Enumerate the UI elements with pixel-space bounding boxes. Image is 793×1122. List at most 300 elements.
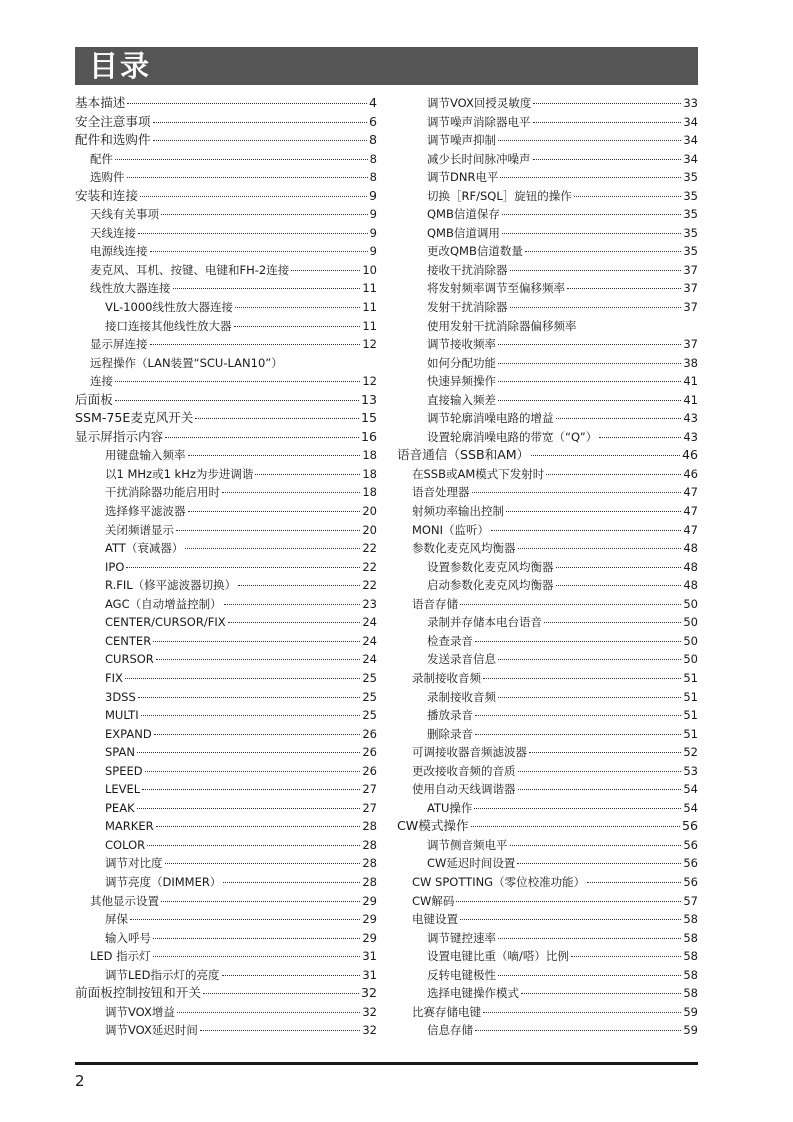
toc-entry[interactable] [75,1003,377,1022]
toc-entry-title: 电源线连接 [90,244,148,259]
dot-leader [475,1030,681,1031]
toc-entry[interactable] [75,409,377,428]
toc-entry[interactable] [397,910,698,929]
toc-entry-page: 43 [683,411,698,426]
dot-leader [491,530,681,531]
toc-entry[interactable] [397,743,698,762]
toc-entry-page: 54 [683,800,698,815]
toc-entry-title: 在SSB或AM模式下发射时 [412,466,545,481]
toc-entry[interactable] [75,929,377,948]
toc-entry[interactable] [397,836,698,855]
toc-entry-page: 33 [683,96,698,110]
dot-leader [502,214,681,215]
dot-leader [460,604,681,605]
toc-entry-title: 如何分配功能 [427,355,496,370]
toc-entry-title: 播放录音 [427,708,473,723]
toc-entry-title: EXPAND [105,726,152,741]
toc-entry[interactable] [397,465,698,484]
dot-leader [498,400,681,401]
toc-entry-title: 设置参数化麦克风均衡器 [427,559,554,574]
toc-entry-page: 18 [362,466,377,481]
toc-entry[interactable] [397,817,698,836]
dot-leader [141,715,361,716]
toc-entry-title: 语音通信（SSB和AM） [397,447,530,463]
toc-entry[interactable] [397,688,698,707]
toc-entry-title: 设置轮廓消噪电路的带宽（“Q”） [427,429,598,444]
toc-entry[interactable] [75,669,377,688]
toc-entry[interactable] [75,576,377,595]
dot-leader [173,288,361,289]
dot-leader [156,826,361,827]
toc-entry-page: 24 [362,652,377,667]
dot-leader [153,938,360,939]
toc-entry[interactable] [397,150,698,169]
toc-entry[interactable] [75,94,377,113]
dot-leader [587,882,681,883]
toc-entry[interactable] [397,502,698,521]
toc-entry[interactable] [75,762,377,781]
toc-entry[interactable] [75,1021,377,1040]
toc-entry-page: 51 [683,708,698,723]
toc-entry[interactable] [397,632,698,651]
toc-entry[interactable] [75,224,377,243]
toc-entry[interactable] [75,298,377,317]
toc-entry-page: 22 [362,559,377,574]
toc-entry[interactable] [397,428,698,447]
toc-entry-title: 切换［RF/SQL］旋钮的操作 [427,188,572,203]
toc-entry[interactable] [75,168,377,187]
toc-entry[interactable] [75,632,377,651]
toc-entry-title: 后面板 [75,391,113,407]
toc-entry[interactable] [397,94,698,113]
toc-entry-page: 28 [362,874,377,889]
toc-entry[interactable] [397,1003,698,1022]
dot-leader [475,641,681,642]
toc-entry-title: 调节VOX延迟时间 [105,1023,198,1038]
toc-entry-title: LED 指示灯 [90,949,151,964]
dot-leader [255,474,360,475]
toc-entry-title: AGC（自动增益控制） [105,596,222,611]
toc-entry[interactable] [397,224,698,243]
toc-entry-page: 35 [683,170,698,185]
dot-leader [498,938,681,939]
dot-leader [115,159,368,160]
toc-entry[interactable] [75,150,377,169]
dot-leader [176,530,360,531]
toc-entry[interactable] [75,743,377,762]
dot-leader [137,808,361,809]
toc-entry[interactable] [75,205,377,224]
toc-entry[interactable] [75,706,377,725]
toc-entry[interactable] [397,1021,698,1040]
toc-entry[interactable] [397,929,698,948]
toc-entry-title: CENTER/CURSOR/FIX [105,615,226,630]
dot-leader [145,771,361,772]
toc-entry[interactable] [397,539,698,558]
dot-leader [518,789,682,790]
toc-entry-title: CENTER [105,633,152,648]
toc-entry-title: 录制并存储本电台语音 [427,615,542,630]
toc-entry[interactable] [397,947,698,966]
toc-entry-page: 11 [362,281,377,296]
toc-entry-page: 50 [683,633,698,648]
toc-entry-page: 29 [362,912,377,927]
toc-entry[interactable] [75,317,377,336]
dot-leader [483,678,681,679]
toc-entry-page: 9 [369,244,377,259]
dot-leader [153,641,360,642]
toc-entry-title: 电键设置 [412,912,458,927]
toc-entry-title: ATU操作 [427,800,473,815]
dot-leader [498,344,681,345]
toc-entry[interactable] [75,799,377,818]
dot-leader [544,622,681,623]
toc-entry-title: 选择修平滤波器 [105,504,186,519]
toc-entry-page: 32 [362,1023,377,1038]
dot-leader [200,1030,361,1031]
toc-entry-page: 57 [683,893,698,908]
toc-entry-title: 线性放大器连接 [90,281,171,296]
toc-entry-title: 更改QMB信道数量 [427,244,523,259]
dot-leader [475,734,681,735]
toc-entry-page: 58 [683,967,698,982]
toc-entry-title: 显示屏连接 [90,337,148,352]
dot-leader [115,400,359,401]
toc-entry-page: 20 [362,522,377,537]
toc-entry-title: 检查录音 [427,633,473,648]
toc-entry-title: 安全注意事项 [75,113,151,129]
toc-entry[interactable] [397,613,698,632]
toc-entry[interactable] [75,984,377,1003]
toc-entry-title: 调节键控速率 [427,930,496,945]
toc-entry[interactable] [397,131,698,150]
toc-entry[interactable] [75,873,377,892]
toc-entry-page: 13 [360,391,377,407]
toc-entry-title: 显示屏指示内容 [75,428,164,444]
toc-entry[interactable] [75,242,377,261]
dot-leader [153,140,367,141]
toc-entry-page: 47 [683,485,698,500]
toc-entry-page: 41 [683,374,698,389]
dot-leader [471,826,680,827]
toc-entry[interactable] [397,279,698,298]
toc-entry[interactable] [75,910,377,929]
toc-entry-title: 使用发射干扰消除器偏移频率 [427,318,577,333]
toc-entry-title: 调节噪声消除器电平 [427,114,531,129]
toc-entry-title: 减少长时间脉冲噪声 [427,151,531,166]
dot-leader [510,845,682,846]
toc-entry[interactable] [397,595,698,614]
dot-leader [456,901,681,902]
toc-entry-title: CW SPOTTING（零位校准功能） [412,874,586,889]
toc-entry-page: 56 [681,818,698,834]
dot-leader [127,103,367,104]
toc-entry-page: 8 [369,170,377,185]
toc-entry-title: IPO [105,559,125,574]
toc-entry-page: 59 [683,1023,698,1038]
toc-entry-page: 58 [683,912,698,927]
toc-entry-title: 调节亮度（DIMMER） [105,874,222,889]
dot-leader [150,344,361,345]
toc-entry[interactable] [75,780,377,799]
toc-entry-page: 52 [683,745,698,760]
toc-entry[interactable] [397,799,698,818]
toc-entry-page: 43 [683,429,698,444]
toc-entry-page: 46 [683,466,698,481]
toc-entry[interactable] [75,131,377,150]
dot-leader [518,771,682,772]
toc-entry[interactable] [397,354,698,373]
toc-entry[interactable] [75,650,377,669]
dot-leader [533,122,682,123]
toc-entry[interactable] [397,113,698,132]
toc-entry[interactable] [397,409,698,428]
toc-entry[interactable] [75,836,377,855]
toc-entry[interactable] [75,558,377,577]
toc-entry[interactable] [397,242,698,261]
toc-entry-page: 35 [683,225,698,240]
toc-entry-page: 31 [362,949,377,964]
toc-entry-title: 远程操作（LAN装置“SCU-LAN10”） [90,355,283,370]
toc-entry-title: 用键盘输入频率 [105,448,186,463]
toc-entry-title: 调节LED指示灯的亮度 [105,967,220,982]
toc-column-left [75,94,377,1040]
toc-entry-page: 34 [683,151,698,166]
dot-leader [533,103,681,104]
toc-entry[interactable] [397,521,698,540]
toc-entry[interactable] [75,279,377,298]
dot-leader [165,863,361,864]
toc-entry-title: 删除录音 [427,726,473,741]
toc-entry-page: 56 [683,856,698,871]
toc-entry-page: 47 [683,522,698,537]
toc-entry[interactable] [75,261,377,280]
toc-entry-title: 3DSS [105,689,136,704]
dot-leader [498,697,681,698]
toc-entry[interactable] [397,391,698,410]
toc-entry[interactable] [75,113,377,132]
toc-entry-page: 9 [369,225,377,240]
dot-leader [127,177,368,178]
toc-entry[interactable] [397,650,698,669]
toc-entry-title: 设置电键比重（嘀/嗒）比例 [427,949,569,964]
toc-entry[interactable] [397,984,698,1003]
toc-entry-page: 12 [362,337,377,352]
toc-entry[interactable] [397,725,698,744]
toc-entry[interactable] [75,947,377,966]
dot-leader [531,455,680,456]
toc-entry[interactable] [75,465,377,484]
toc-entry[interactable] [397,187,698,206]
dot-leader [556,418,682,419]
dot-leader [460,919,681,920]
toc-entry[interactable] [397,335,698,354]
toc-entry-page: 29 [362,930,377,945]
toc-entry-title: 调节VOX回授灵敏度 [427,96,532,110]
dot-leader [556,567,682,568]
dot-leader [224,604,361,605]
dot-leader [529,752,681,753]
toc-entry-title: CW解码 [412,893,455,908]
dot-leader [126,567,360,568]
toc-entry[interactable] [397,873,698,892]
toc-entry-title: SPAN [105,745,135,760]
toc-entry-page: 32 [360,985,377,1001]
toc-entry[interactable] [75,372,377,391]
toc-entry-title: R.FIL（修平滤波器切换） [105,578,237,593]
toc-entry-page: 22 [362,541,377,556]
dot-leader [138,233,368,234]
toc-entry[interactable] [397,298,698,317]
dot-leader [147,845,360,846]
dot-leader [498,363,681,364]
dot-leader [475,715,681,716]
dot-leader [291,270,360,271]
toc-entry[interactable] [397,780,698,799]
toc-entry[interactable] [75,613,377,632]
toc-entry-title: 调节对比度 [105,856,163,871]
toc-entry-page: 34 [683,133,698,148]
toc-entry[interactable] [75,539,377,558]
toc-entry[interactable] [75,892,377,911]
toc-entry[interactable] [75,502,377,521]
toc-entry[interactable] [397,205,698,224]
dot-leader [521,993,681,994]
toc-entry[interactable] [397,669,698,688]
toc-entry[interactable] [397,372,698,391]
toc-entry-page: 15 [360,410,377,426]
toc-entry-page: 18 [362,485,377,500]
toc-entry[interactable] [75,335,377,354]
toc-entry[interactable] [397,576,698,595]
dot-leader [533,159,682,160]
dot-leader [153,122,367,123]
dot-leader [238,585,360,586]
toc-entry[interactable] [75,391,377,410]
toc-entry-page: 58 [683,986,698,1001]
toc-entry[interactable] [75,817,377,836]
toc-entry-page: 31 [362,967,377,982]
dot-leader [517,863,681,864]
toc-entry-page: 16 [360,428,377,444]
toc-entry-title: 发射干扰消除器 [427,300,508,315]
toc-entry-page: 20 [362,504,377,519]
dot-leader [518,548,682,549]
toc-entry[interactable] [397,966,698,985]
toc-entry-page: 50 [683,596,698,611]
toc-entry[interactable] [75,595,377,614]
toc-entry[interactable] [75,725,377,744]
dot-leader [188,511,361,512]
toc-entry[interactable] [397,892,698,911]
toc-entry-page: 24 [362,633,377,648]
toc-entry-title: VL-1000线性放大器连接 [105,300,233,315]
dot-leader [235,307,360,308]
toc-entry-page: 23 [362,596,377,611]
dot-leader [154,734,361,735]
toc-entry[interactable] [75,354,377,373]
toc-entry[interactable] [75,966,377,985]
toc-entry-title: 调节噪声抑制 [427,133,496,148]
toc-entry[interactable] [397,261,698,280]
toc-entry[interactable] [397,706,698,725]
toc-entry[interactable] [75,483,377,502]
dot-leader [188,455,361,456]
dot-leader [472,492,682,493]
toc-entry-title: 更改接收音频的音质 [412,763,516,778]
toc-entry-title: 麦克风、耳机、按键、电键和FH-2连接 [90,262,290,277]
toc-entry[interactable] [75,428,377,447]
toc-header [75,47,698,85]
toc-entry-page: 9 [369,207,377,222]
dot-leader [556,585,682,586]
dot-leader [502,233,681,234]
toc-entry-page: 4 [368,95,377,110]
toc-entry-title: MONI（监听） [412,522,489,537]
dot-leader [506,511,681,512]
toc-entry-page: 56 [683,837,698,852]
toc-entry-page: 24 [362,615,377,630]
footer-divider [75,1062,698,1065]
toc-entry-page: 27 [362,800,377,815]
dot-leader [222,975,361,976]
toc-entry[interactable] [397,168,698,187]
dot-leader [498,975,681,976]
dot-leader [185,548,360,549]
toc-entry[interactable] [75,854,377,873]
toc-entry[interactable] [75,187,377,206]
toc-entry[interactable] [397,483,698,502]
toc-entry[interactable] [75,446,377,465]
toc-entry-page: 54 [683,782,698,797]
toc-entry-page: 37 [683,337,698,352]
dot-leader [567,288,681,289]
dot-leader [195,418,359,419]
toc-entry-title: 语音处理器 [412,485,470,500]
toc-entry-title: 可调接收器音频滤波器 [412,745,527,760]
toc-entry[interactable] [397,446,698,465]
toc-entry-page: 41 [683,392,698,407]
toc-entry[interactable] [75,521,377,540]
toc-entry[interactable] [75,688,377,707]
toc-entry-title: 干扰消除器功能启用时 [105,485,220,500]
toc-entry-page: 37 [683,262,698,277]
toc-entry[interactable] [397,762,698,781]
toc-entry[interactable] [397,317,698,336]
dot-leader [137,752,360,753]
toc-entry-page: 51 [683,689,698,704]
toc-entry-page: 48 [683,578,698,593]
toc-entry-page: 32 [362,1004,377,1019]
toc-entry-title: QMB信道调用 [427,225,500,240]
toc-entry-title: 屏保 [105,912,128,927]
toc-entry-title: PEAK [105,800,135,815]
toc-entry-page: 8 [368,132,377,148]
dot-leader [161,901,360,902]
toc-entry-title: 连接 [90,374,113,389]
dot-leader [599,437,681,438]
toc-entry-title: 接收干扰消除器 [427,262,508,277]
toc-entry-page: 22 [362,578,377,593]
toc-entry-page: 11 [362,318,377,333]
toc-entry[interactable] [397,558,698,577]
toc-entry-title: 录制接收音频 [412,670,481,685]
toc-entry[interactable] [397,854,698,873]
dot-leader [498,659,681,660]
dot-leader [500,177,681,178]
toc-entry-page: 51 [683,726,698,741]
dot-leader [138,697,361,698]
